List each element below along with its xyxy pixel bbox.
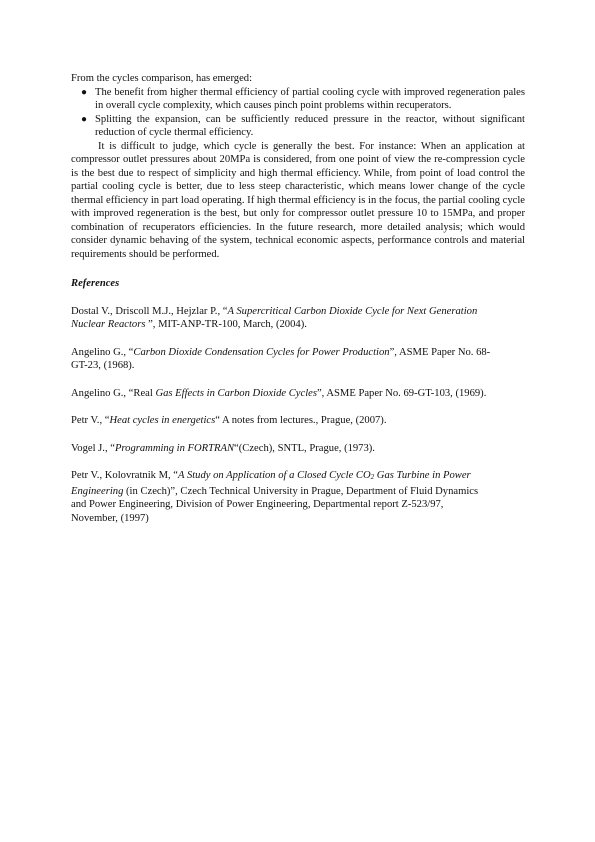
reference-authors: Angelino G., “ [71, 346, 134, 358]
reference-authors: Petr V., Kolovratnik M, “ [71, 470, 179, 481]
reference-item [71, 442, 491, 456]
bullet-text: The benefit from higher thermal efficiency of partial cooling cycle with improved regeneration pales in overall cycle complexity, which causes pinch point problems within recuperators. [95, 86, 525, 111]
reference-authors: Angelino G., “Real [71, 387, 156, 399]
reference-title: A Supercritical Carbon Dioxide Cycle for Next Generation Nuclear Reactors [71, 305, 478, 330]
bullet-text: Splitting the expansion, can be sufficiently reduced pressure in the reactor, without significant reduction of cycle thermal efficiency. [95, 113, 525, 138]
reference-authors: Vogel J., “ [71, 442, 115, 454]
reference-title-subscript: 2 [370, 473, 375, 481]
reference-title-part: A Study on Application of a Closed Cycle CO [178, 470, 371, 481]
bullet-icon: ● [81, 86, 88, 98]
reference-authors: Dostal V., Driscoll M.J., Hejzlar P., “ [71, 305, 228, 317]
reference-item [71, 469, 491, 525]
reference-item [71, 387, 491, 401]
reference-item [71, 414, 491, 428]
reference-item [71, 346, 491, 373]
bullet-item [71, 113, 525, 140]
reference-details: ”, ASME Paper No. 69-GT-103, (1969). [316, 387, 487, 399]
bullet-list [71, 86, 525, 140]
reference-title: Heat cycles in energetics [109, 415, 216, 426]
bullet-icon: ● [81, 113, 88, 125]
reference-details: “(Czech), SNTL, Prague, (1973). [234, 442, 375, 454]
reference-details: “ A notes from lectures., Prague, (2007). [215, 415, 387, 426]
reference-authors: Petr V., “ [71, 415, 110, 426]
reference-details: ”, ASME Paper No. 68-GT-23, (1968). [71, 346, 491, 371]
document-page [71, 72, 525, 525]
reference-details: ”, MIT-ANP-TR-100, March, (2004). [148, 319, 307, 330]
reference-title-part: Gas Turbine in Power Engineering [71, 470, 471, 497]
body-paragraph: It is difficult to judge, which cycle is generally the best. For instance: When an application at compressor outlet pressures about 20MPa is considered, from one point of view the re-compression cycle is the best due to respect of simplicity and high thermal efficiency. While, from point of load control the partial cooling cycle is better, due to less steep characteristic, which means lower change of the cycle thermal efficiency in part load operating. If high thermal efficiency is in the focus, the partial cooling cycle with improved regeneration is the best, but only for compressor outlet pressure 10 to 15MPa, and proper combination of recuperators efficiencies. In the future research, more detailed analysis; which would consider dynamic behaving of the system, technical economic aspects, performance controls and material requirements should be performed. [71, 140, 525, 260]
bullet-item [71, 86, 525, 113]
reference-title: Gas Effects in Carbon Dioxide Cycles [155, 387, 317, 399]
reference-details: (in Czech)”, Czech Technical University in Prague, Department of Fluid Dynamics and Power Engineering, Division of Power Engineering, Departmental report Z-523/97, November, (1997) [71, 485, 479, 524]
intro-text: From the cycles comparison, has emerged: [71, 73, 253, 84]
reference-title: Carbon Dioxide Condensation Cycles for Power Production [133, 346, 390, 358]
reference-item [71, 305, 491, 332]
reference-title: Programming in FORTRAN [114, 442, 235, 454]
references-heading: References [71, 278, 120, 289]
